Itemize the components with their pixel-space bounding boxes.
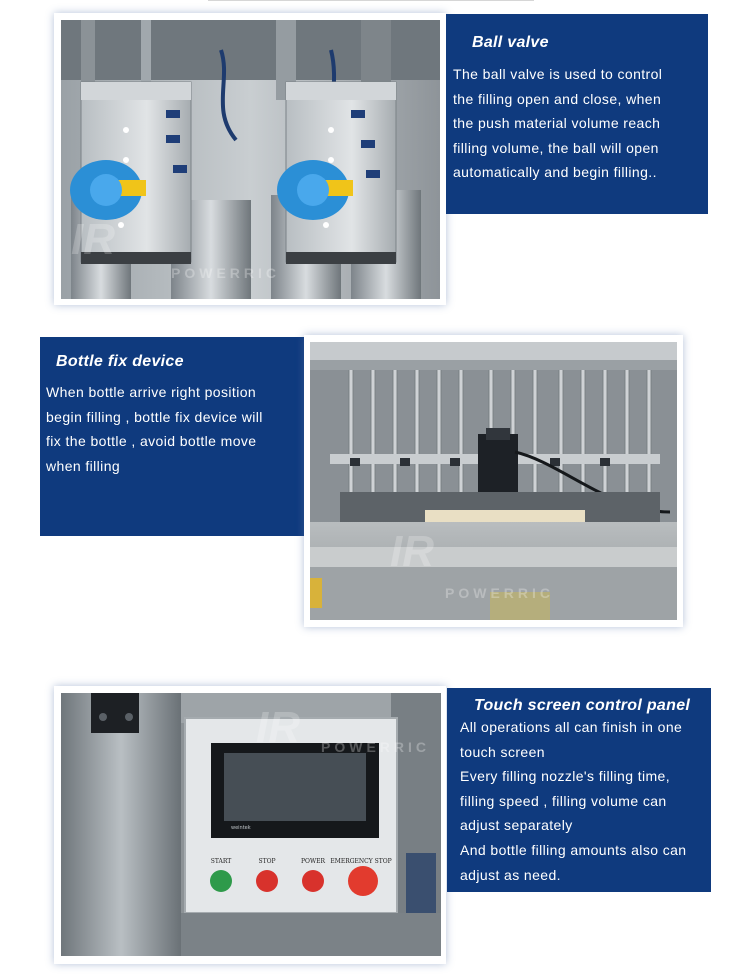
bottle-fix-description — [46, 380, 304, 478]
top-divider — [208, 0, 534, 1]
touch-screen-watermark: POWERRIC — [321, 739, 430, 755]
bottle-fix-line: When bottle arrive right position — [46, 384, 257, 400]
start-button-shape — [210, 870, 232, 892]
bottle-fix-watermark-logo: IR — [390, 527, 434, 576]
bottle-fix-info-panel — [40, 337, 304, 536]
bottle-fix-line: fix the bottle , avoid bottle move — [46, 433, 257, 450]
ball-valve-line: automatically and begin filling.. — [453, 164, 657, 181]
touch-screen-line: adjust as need. — [460, 866, 561, 883]
touch-screen-line: filling speed , filling volume can — [460, 792, 667, 809]
ball-valve-title: Ball valve — [472, 34, 549, 51]
touch-screen-line: Every filling nozzle's filling time, — [460, 768, 671, 785]
ball-valve-line: The ball valve is used to control — [453, 66, 663, 82]
bottle-fix-watermark: POWERRIC — [445, 585, 554, 601]
ball-valve-line: filling volume, the ball will open — [453, 139, 659, 156]
svg-text:weintek: weintek — [231, 825, 251, 831]
ball-valve-watermark-logo: IR — [71, 215, 115, 264]
ball-valve-watermark: POWERRIC — [171, 265, 280, 281]
touch-screen-title: Touch screen control panel — [474, 697, 691, 714]
ball-valve-line: the filling open and close, when — [453, 90, 662, 107]
bottle-fix-line: when filling — [46, 457, 121, 474]
bottle-fix-line: begin filling , bottle fix device will — [46, 408, 263, 425]
touch-screen-info-panel — [447, 688, 711, 892]
ball-valve-illustration — [61, 20, 440, 299]
bottle-fix-illustration — [310, 342, 677, 620]
start-button-label: START — [210, 858, 232, 865]
stop-button-label: STOP — [258, 858, 276, 865]
ball-valve-line: the push material volume reach — [453, 115, 661, 132]
ball-valve-description — [453, 62, 708, 185]
touch-screen-line: All operations all can finish in one — [460, 719, 683, 735]
emergency-stop-shape — [348, 866, 378, 896]
touch-screen-line: adjust separately — [460, 817, 573, 834]
power-button-shape — [302, 870, 324, 892]
touch-screen-illustration — [61, 693, 441, 956]
touch-screen-description — [460, 715, 711, 887]
touch-screen-watermark-logo: IR — [256, 703, 300, 752]
bottle-fix-photo — [310, 342, 677, 620]
emergency-stop-label: EMERGENCY STOP — [330, 858, 392, 865]
ball-valve-info-panel — [446, 14, 708, 214]
touch-screen-line: And bottle filling amounts also can — [460, 841, 687, 858]
stop-button-shape — [256, 870, 278, 892]
touch-screen-photo — [61, 693, 441, 956]
ball-valve-photo — [61, 20, 440, 299]
touch-screen-line: touch screen — [460, 743, 545, 760]
power-button-label: POWER — [300, 858, 326, 865]
bottle-fix-title: Bottle fix device — [56, 353, 184, 370]
